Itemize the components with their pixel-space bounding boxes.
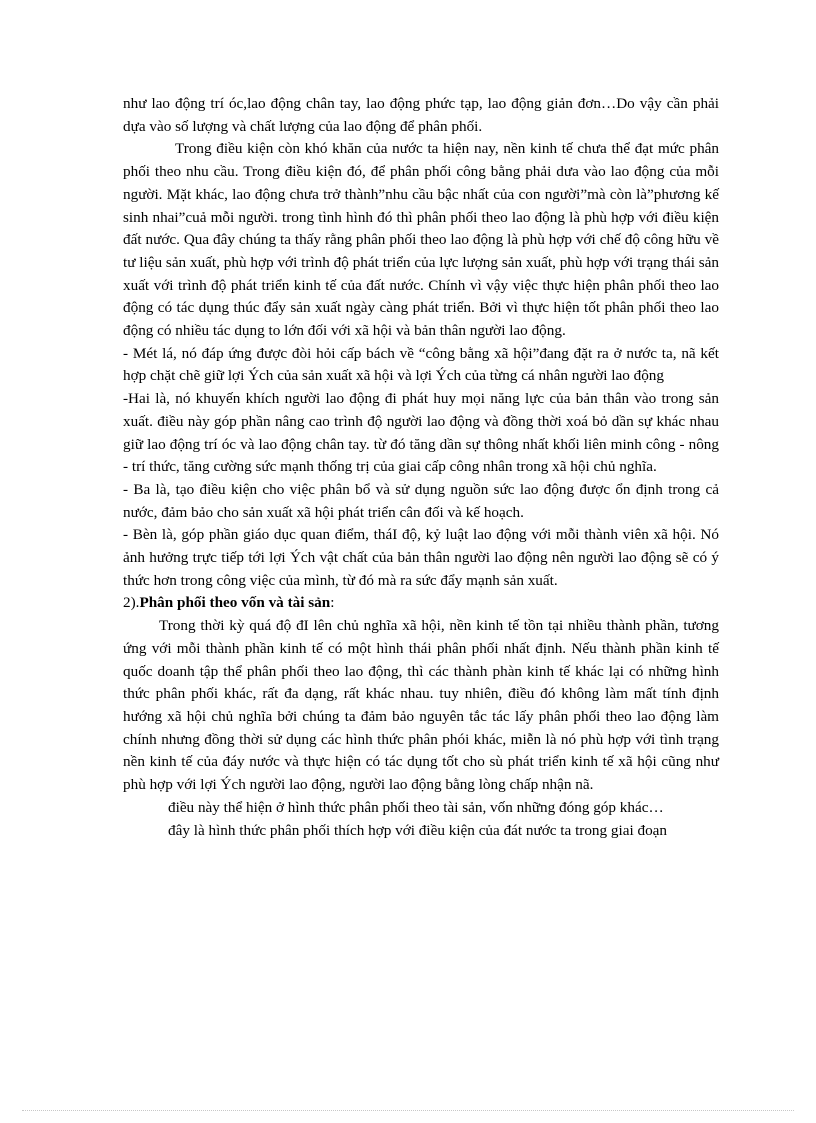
paragraph: đây là hình thức phân phối thích hợp với điều kiện của đát nước ta trong giai đoạn [168, 821, 668, 839]
paragraph: điều này thể hiện ở hình thức phân phối theo tài sản, vốn những đóng góp khác… [168, 798, 664, 816]
list-item: - Mét lá, nó đáp ứng được đòi hỏi cấp bách về “công bằng xã hội”đang đặt ra ở nước ta, nã kết hợp chặt chẽ giữ lợi Ých của sản xuất xã hội và lợi Ých của từng cá nhân người lao động [123, 344, 719, 385]
page-bottom-border [22, 1110, 794, 1111]
paragraph: Trong điều kiện còn khó khăn của nước ta hiện nay, nền kinh tế chưa thể đạt mức phân phối theo nhu cầu. Trong điều kiện đó, để phân phối công bằng phải dưa vào lao động của mỗi người. Mặt khác, lao động chưa trở thành”nhu cầu bậc nhất của con người”mà còn là”phương kế sinh nhai”cuả mỗi người. trong tình hình đó thì phân phối theo lao động là phù hợp với điều kiện đất nước. Qua đây chúng ta thấy rằng phân phối theo lao động là phù hợp với chế độ công hữu về tư liệu sản xuất, phù hợp với trình độ phát triển của lực lượng sản xuất, phù hợp với trạng thái sản xuất với trình độ phát triển kinh tế của đất nước. Chính vì vậy việc thực hiện phân phối theo lao động có tác dụng thúc đẩy sản xuất ngày càng phát triển. Bởi vì thực hiện tốt phân phối theo lao động có nhiều tác dụng to lớn đối với xã hội và bản thân người lao động. [123, 140, 719, 340]
section-colon: : [330, 594, 335, 612]
list-item: - Bèn là, góp phần giáo dục quan điểm, tháI độ, kỷ luật lao động với mỗi thành viên xã hội. Nó ảnh hưởng trực tiếp tới lợi Ých vật chất của bản thân người lao động nên người lao động sẽ có ý thức hơn trong công việc của mình, từ đó mà ra sức đẩy mạnh sản xuất. [123, 526, 719, 589]
document-body [123, 93, 719, 842]
section-heading [123, 592, 719, 615]
list-item: -Hai là, nó khuyến khích người lao động đi phát huy mọi năng lực của bản thân vào trong sản xuất. điều này góp phần nâng cao trình độ người lao động và đồng thời xoá bỏ dần sự khác nhau giữ lao động trí óc và lao động chân tay. từ đó tăng dần sự thông nhất khối liên minh công - nông - trí thức, tăng cường sức mạnh thống trị của giai cấp công nhân trong xã hội chủ nghĩa. [123, 390, 719, 476]
section-title: Phân phối theo vốn và tài sản [139, 594, 331, 612]
paragraph: Trong thời kỳ quá độ đI lên chủ nghĩa xã hội, nền kinh tế tồn tại nhiều thành phần, tương ứng với mỗi thành phần kinh tế có một hình thái phân phối nhất định. Nếu thành phần kinh tế quốc doanh tập thể phân phối theo lao động, thì các thành phàn kinh tế khác lại có những hình thức phân phối khác, rất đa dạng, rất khác nhau. tuy nhiên, điều đó không làm mất tính định hướng xã hội chủ nghĩa bởi chúng ta đảm bảo nguyên tắc tác lấy phân phối theo lao động làm chính nhưng đồng thời sử dụng các hình thức phân phói khác, miễn là nó phù hợp với tình trạng nền kinh tế của đáy nước và thực hiện có tác dụng tốt cho sù phát triển kinh tế xã hội cũng như phù hợp với lợi Ých người lao động, người lao động bằng lòng chấp nhận nã. [123, 617, 719, 794]
list-item: - Ba là, tạo điều kiện cho việc phân bổ và sử dụng nguồn sức lao động được ổn định trong cả nước, đảm bảo cho sản xuất xã hội phát triển cân đối và kế hoạch. [123, 480, 719, 521]
paragraph: như lao động trí óc,lao động chân tay, lao động phức tạp, lao động giản đơn…Do vậy cần phải dựa vào số lượng và chất lượng của lao động để phân phối. [123, 95, 719, 135]
section-number: 2). [123, 594, 140, 612]
